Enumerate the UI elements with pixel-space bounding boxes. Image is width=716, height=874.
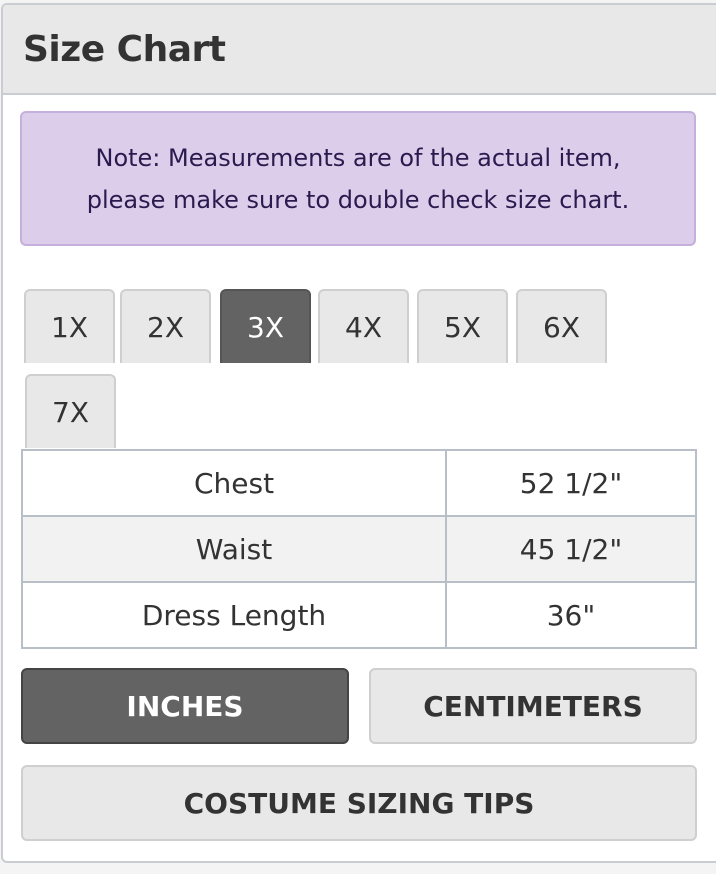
tab-7x[interactable]: 7X <box>25 374 116 448</box>
note-line-2: please make sure to double check size chart. <box>86 186 630 214</box>
measurement-value: 45 1/2" <box>446 516 696 582</box>
tab-1x[interactable]: 1X <box>24 289 115 363</box>
tab-6x[interactable]: 6X <box>516 289 607 363</box>
tab-4x[interactable]: 4X <box>318 289 409 363</box>
inches-button[interactable]: INCHES <box>21 668 349 744</box>
measurement-table <box>21 449 697 649</box>
tab-2x[interactable]: 2X <box>120 289 211 363</box>
tab-3x[interactable]: 3X <box>220 289 311 363</box>
measurement-label: Waist <box>22 516 446 582</box>
table-row <box>22 450 696 516</box>
measurement-label: Dress Length <box>22 582 446 648</box>
measurement-label: Chest <box>22 450 446 516</box>
measurement-value: 52 1/2" <box>446 450 696 516</box>
tab-5x[interactable]: 5X <box>417 289 508 363</box>
costume-sizing-tips-button[interactable]: COSTUME SIZING TIPS <box>21 765 697 841</box>
centimeters-button[interactable]: CENTIMETERS <box>369 668 697 744</box>
measurement-value: 36" <box>446 582 696 648</box>
panel-header <box>3 5 716 95</box>
measurement-note <box>20 111 696 246</box>
note-line-1: Note: Measurements are of the actual item, <box>95 144 621 172</box>
panel-title: Size Chart <box>23 28 226 70</box>
table-row <box>22 516 696 582</box>
table-row <box>22 582 696 648</box>
